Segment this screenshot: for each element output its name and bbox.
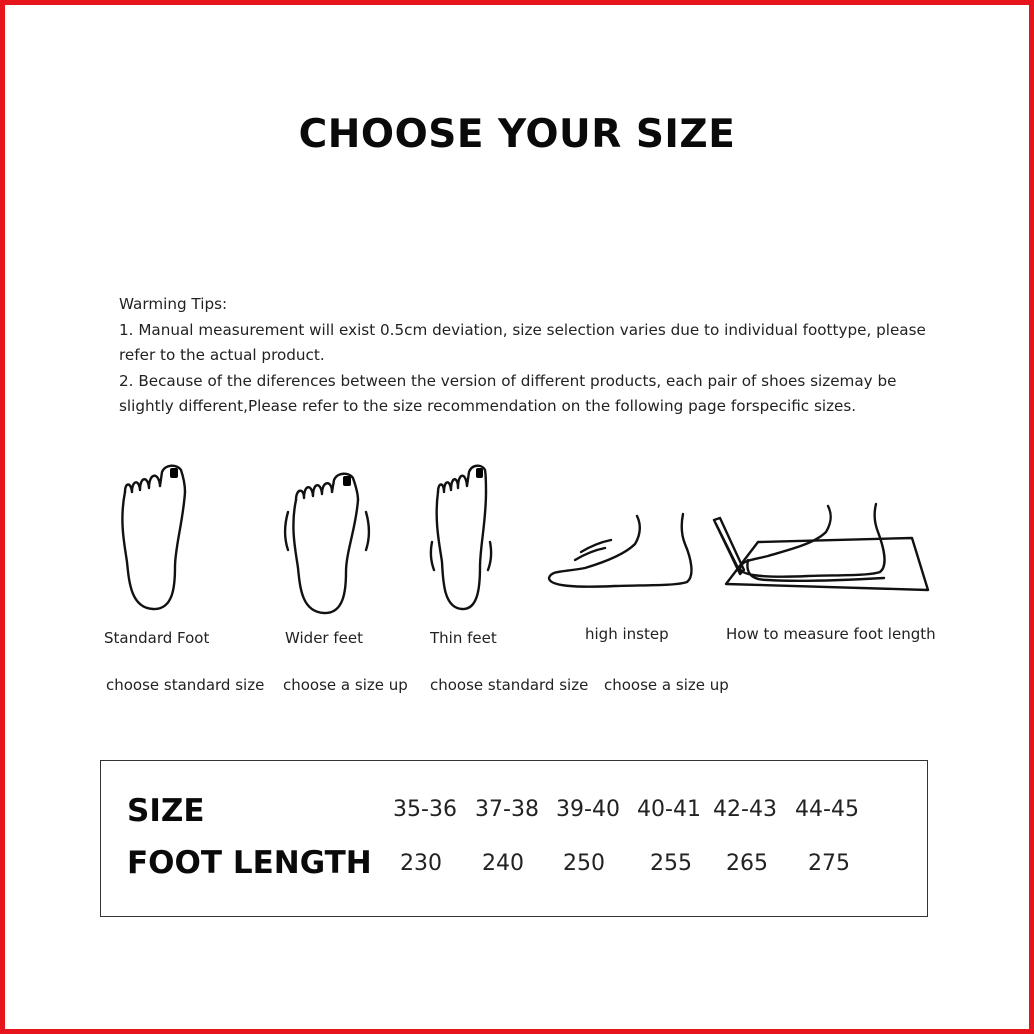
tips-heading: Warming Tips: [119, 295, 228, 313]
size-cell: 42-43 [713, 797, 777, 822]
advice-high-instep: choose a size up [604, 676, 729, 694]
advice-standard: choose standard size [106, 676, 265, 694]
length-cell: 240 [482, 851, 524, 876]
foot-type-label-standard: Standard Foot [104, 629, 210, 647]
page-title: CHOOSE YOUR SIZE [298, 112, 736, 157]
length-cell: 255 [650, 851, 692, 876]
foot-type-label-measure: How to measure foot length [726, 625, 936, 643]
length-cell: 265 [726, 851, 768, 876]
thin-foot-icon [428, 462, 500, 614]
advice-thin: choose standard size [430, 676, 589, 694]
length-cell: 230 [400, 851, 442, 876]
size-cell: 44-45 [795, 797, 859, 822]
size-cell: 40-41 [637, 797, 701, 822]
size-table [100, 760, 928, 917]
tips-line-1: 1. Manual measurement will exist 0.5cm deviation, size selection varies due to individual foottype, please refer to the actual product. [119, 320, 926, 365]
size-cell: 37-38 [475, 797, 539, 822]
measure-foot-icon [708, 500, 932, 594]
standard-foot-icon [115, 462, 195, 614]
size-cell: 39-40 [556, 797, 620, 822]
size-row-label: SIZE [127, 793, 205, 829]
advice-wide: choose a size up [283, 676, 408, 694]
tips-line-2: 2. Because of the diferences between the version of different products, each pair of shoes sizemay be slightly different,Please refer to the size recommendation on the following page forspecific sizes. [119, 371, 897, 416]
length-cell: 275 [808, 851, 850, 876]
foot-type-label-high-instep: high instep [585, 625, 669, 643]
wide-foot-icon [282, 468, 372, 618]
foot-type-label-thin: Thin feet [430, 629, 497, 647]
foot-length-row-label: FOOT LENGTH [127, 845, 372, 881]
size-cell: 35-36 [393, 797, 457, 822]
foot-type-label-wide: Wider feet [285, 629, 363, 647]
warming-tips [119, 292, 949, 420]
length-cell: 250 [563, 851, 605, 876]
high-instep-icon [545, 510, 697, 592]
